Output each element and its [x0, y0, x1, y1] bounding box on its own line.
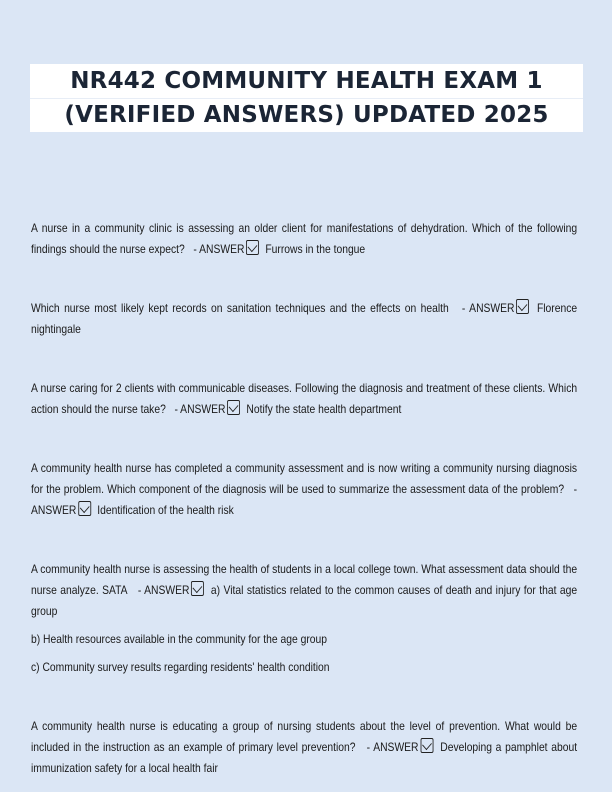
document-title-line-1: NR442 COMMUNITY HEALTH EXAM 1 — [70, 68, 543, 94]
answer-label: - ANSWER — [174, 402, 226, 416]
checkbox-checked-icon — [191, 581, 204, 596]
answer-text: Identification of the health risk — [97, 503, 234, 517]
checkbox-checked-icon — [246, 240, 259, 255]
question-text: A community health nurse has completed a community assessment and is now writing a community nursing diagnosis for the problem. Which component of the diagnosis will be used to summarize the assessment data of the problem? — [31, 461, 578, 496]
answer-text: Developing a pamphlet about immunization safety for a local health fair — [31, 740, 578, 775]
qa-item — [31, 458, 577, 521]
title-divider — [30, 98, 583, 99]
qa-item — [31, 218, 577, 260]
qa-item — [31, 378, 577, 420]
question-text: A community health nurse is assessing the health of students in a local college town. What assessment data should the nurse analyze. SATA — [31, 562, 578, 597]
answer-option: b) Health resources available in the community for the age group — [31, 632, 328, 646]
answer-text: Florence nightingale — [31, 301, 578, 336]
question-text: A nurse caring for 2 clients with communicable diseases. Following the diagnosis and treatment of these clients. Which action should the nurse take? — [31, 381, 578, 416]
qa-item — [31, 298, 577, 340]
answer-label: - ANSWER — [193, 242, 245, 256]
answer-text: Furrows in the tongue — [265, 242, 366, 256]
answer-text: a) Vital statistics related to the common causes of death and injury for that age group — [31, 583, 578, 618]
question-text: Which nurse most likely kept records on sanitation techniques and the effects on health — [31, 301, 449, 315]
answer-label: - ANSWER — [461, 301, 515, 315]
answer-label: - ANSWER — [366, 740, 419, 754]
qa-item — [31, 716, 577, 779]
title-banner — [30, 64, 583, 132]
answer-label: - ANSWER — [31, 482, 578, 517]
answer-option: c) Community survey results regarding residents' health condition — [31, 660, 330, 674]
answer-label: - ANSWER — [137, 583, 190, 597]
question-text: A community health nurse is educating a group of nursing students about the level of prevention. What would be included in the instruction as an example of primary level prevention? — [31, 719, 578, 754]
answer-text: Notify the state health department — [246, 402, 402, 416]
checkbox-checked-icon — [420, 738, 433, 753]
qa-item — [31, 559, 577, 678]
checkbox-checked-icon — [516, 299, 529, 314]
document-title-line-2: (VERIFIED ANSWERS) UPDATED 2025 — [64, 102, 549, 128]
checkbox-checked-icon — [227, 400, 240, 415]
question-text: A nurse in a community clinic is assessing an older client for manifestations of dehydration. Which of the following findings should the nurse expect? — [31, 221, 578, 256]
checkbox-checked-icon — [78, 501, 91, 516]
qa-list — [31, 218, 577, 779]
